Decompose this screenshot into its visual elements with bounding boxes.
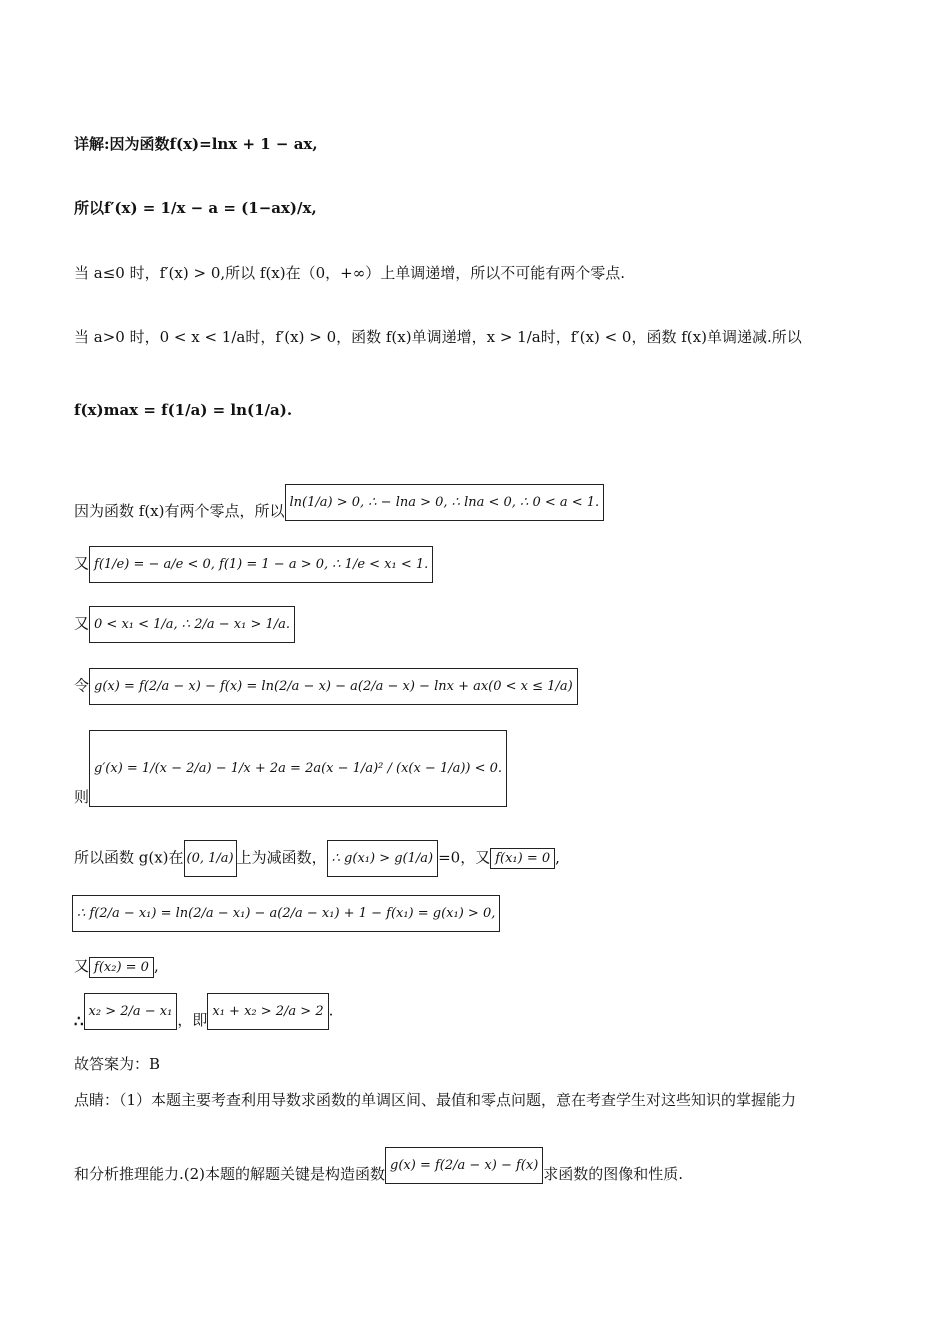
math-box: g(x) = f(2/a − x) − f(x) = ln(2/a − x) − a(2/a − x) − lnx + ax(0 < x ≤ 1/a): [89, 668, 578, 705]
text: 又: [74, 614, 90, 633]
math-box: ln(1/a) > 0, ∴ − lna > 0, ∴ lna < 0, ∴ 0 < a < 1.: [285, 484, 605, 521]
text: 当 a>0 时，0 < x < 1/a时，f′(x) > 0，函数 f(x)单调递增，x > 1/a时，f′(x) < 0，函数 f(x)单调递减.所以: [74, 328, 802, 346]
answer-line: [74, 1053, 160, 1074]
text: 详解:因为函数f(x)=lnx + 1 − ax,: [74, 135, 318, 153]
text: ,: [153, 957, 159, 975]
solution-line-13: [74, 955, 159, 978]
solution-line-12: [72, 895, 500, 932]
math-box: ∴ f(2/a − x₁) = ln(2/a − x₁) − a(2/a − x₁) + 1 − f(x₁) = g(x₁) > 0,: [72, 895, 500, 932]
solution-line-4: [74, 326, 802, 347]
text: ,: [555, 848, 560, 867]
solution-line-5: [74, 401, 292, 419]
solution-line-3: [74, 262, 625, 283]
text: .: [328, 1001, 334, 1020]
comment-line-1: [74, 1089, 796, 1110]
math-box: ∴ g(x₁) > g(1/a): [327, 840, 438, 877]
text: 和分析推理能力.(2)本题的解题关键是构造函数: [74, 1165, 386, 1183]
text: 上为减函数，: [236, 848, 327, 867]
text: 所以f′(x) = 1/x − a = (1−ax)/x,: [74, 199, 317, 217]
solution-line-8: [74, 606, 295, 643]
text: 点睛：（1）本题主要考查利用导数求函数的单调区间、最值和零点问题，意在考查学生对这些知识的掌握能力: [74, 1091, 797, 1109]
math-box: f(1/e) = − a/e < 0, f(1) = 1 − a > 0, ∴ 1/e < x₁ < 1.: [89, 546, 433, 583]
text: 令: [74, 676, 90, 695]
text: 当 a≤0 时，f′(x) > 0,所以 f(x)在（0，+∞）上单调递增，所以不可能有两个零点.: [74, 264, 625, 282]
text: ∴: [74, 1012, 84, 1030]
math-box: f(x₁) = 0: [490, 848, 555, 869]
text: =0，又: [438, 848, 491, 867]
text: 则: [74, 788, 90, 806]
solution-line-14: [74, 993, 333, 1030]
solution-line-6: [74, 484, 604, 521]
text: 故答案为：B: [74, 1055, 161, 1073]
text: 因为函数 f(x)有两个零点，所以: [74, 502, 285, 520]
text: 又: [74, 554, 90, 573]
solution-line-9: [74, 668, 578, 705]
math-box: x₁ + x₂ > 2/a > 2: [207, 993, 328, 1030]
solution-line-7: [74, 546, 433, 583]
math-box: x₂ > 2/a − x₁: [84, 993, 178, 1030]
math-box: 0 < x₁ < 1/a, ∴ 2/a − x₁ > 1/a.: [89, 606, 295, 643]
text: 又: [74, 957, 90, 975]
solution-line-2: [74, 197, 317, 218]
text: ，即: [177, 1011, 208, 1029]
solution-line-10: [74, 730, 507, 807]
math-box: g′(x) = 1/(x − 2/a) − 1/x + 2a = 2a(x − 1/a)² / (x(x − 1/a)) < 0.: [89, 730, 507, 807]
text: 求函数的图像和性质.: [543, 1165, 684, 1183]
solution-line-1: [74, 133, 318, 154]
comment-line-2: [74, 1147, 683, 1184]
solution-line-11: [74, 840, 560, 877]
math-box: (0, 1/a): [184, 840, 237, 877]
math-box: f(x₂) = 0: [89, 957, 154, 978]
text: f(x)max = f(1/a) = ln(1/a).: [74, 401, 293, 419]
text: 所以函数 g(x)在: [74, 848, 184, 867]
math-box: g(x) = f(2/a − x) − f(x): [385, 1147, 543, 1184]
